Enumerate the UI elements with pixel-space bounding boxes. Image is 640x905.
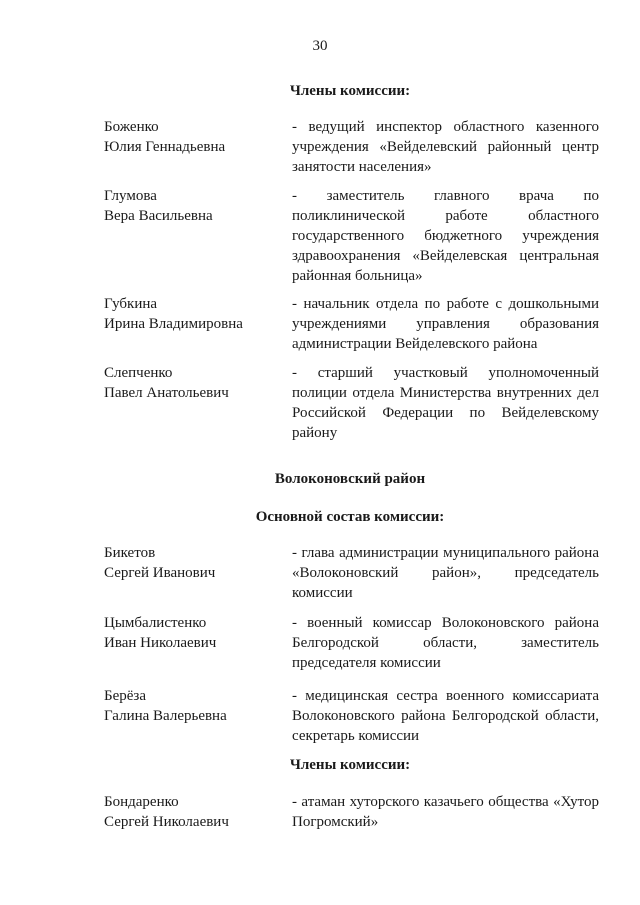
member-role: - глава администрации муниципального района «Волоконовский район», председатель комиссии — [292, 545, 599, 601]
member-surname: Губкина — [104, 296, 158, 312]
member-given-names: Галина Валерьевна — [104, 708, 227, 724]
member-name — [104, 686, 284, 726]
member-name — [104, 792, 284, 832]
member-given-names: Ирина Владимировна — [104, 316, 243, 332]
member-name — [104, 294, 284, 334]
district-heading: Волоконовский район — [274, 471, 426, 487]
member-role: - начальник отдела по работе с дошкольными учреждениями управления образования администрации Вейделевского района — [292, 296, 599, 352]
member-surname: Цымбалистенко — [104, 615, 207, 631]
member-role: - старший участковый уполномоченный полиции отдела Министерства внутренних дел Российской Федерации по Вейделевскому району — [292, 365, 599, 441]
member-role: - военный комиссар Волоконовского района Белгородской области, заместитель председателя комиссии — [292, 615, 599, 671]
member-given-names: Иван Николаевич — [104, 635, 217, 651]
members-heading-2: Члены комиссии: — [289, 757, 411, 773]
member-role: - атаман хуторского казачьего общества «Хутор Погромский» — [292, 794, 599, 830]
page-number: 30 — [312, 38, 328, 54]
member-surname: Глумова — [104, 188, 157, 204]
member-name — [104, 186, 284, 226]
main-composition-heading: Основной состав комиссии: — [255, 509, 445, 525]
member-name — [104, 543, 284, 583]
member-name — [104, 613, 284, 653]
member-name — [104, 363, 284, 403]
member-given-names: Павел Анатольевич — [104, 385, 229, 401]
member-given-names: Вера Васильевна — [104, 208, 213, 224]
member-role: - медицинская сестра военного комиссариата Волоконовского района Белгородской области, секретарь комиссии — [292, 688, 599, 744]
member-surname: Бондаренко — [104, 794, 179, 810]
member-surname: Боженко — [104, 119, 159, 135]
member-role: - заместитель главного врача по поликлинической работе областного государственного бюджетного учреждения здравоохранения «Вейделевская центральная районная больница» — [292, 188, 599, 284]
member-surname: Бикетов — [104, 545, 156, 561]
member-surname: Слепченко — [104, 365, 173, 381]
member-given-names: Юлия Геннадьевна — [104, 139, 226, 155]
member-name — [104, 117, 284, 157]
member-surname: Берёза — [104, 688, 147, 704]
member-given-names: Сергей Иванович — [104, 565, 216, 581]
members-heading-1: Члены комиссии: — [289, 83, 411, 99]
member-role: - ведущий инспектор областного казенного учреждения «Вейделевский районный центр занятости населения» — [292, 119, 599, 175]
member-given-names: Сергей Николаевич — [104, 814, 229, 830]
